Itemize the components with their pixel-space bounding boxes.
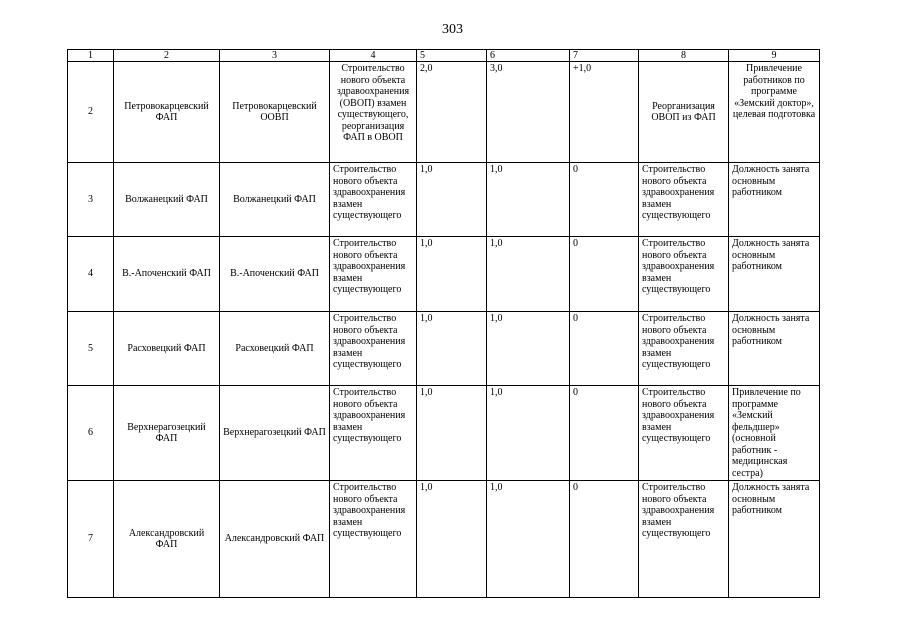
value-col5: 1,0 — [417, 312, 487, 386]
value-col6: 1,0 — [487, 237, 570, 312]
value-col7: 0 — [570, 481, 639, 598]
action-cell: Строительство нового объекта здравоохранения взамен существующего — [639, 237, 729, 312]
fap-name: Волжанецкий ФАП — [114, 163, 220, 237]
value-col6: 1,0 — [487, 481, 570, 598]
staffing-cell: Должность занята основным работником — [729, 163, 820, 237]
value-col5: 1,0 — [417, 386, 487, 481]
fap-name: В.-Апоченский ФАП — [114, 237, 220, 312]
staffing-cell: Должность занята основным работником — [729, 481, 820, 598]
value-col7: 0 — [570, 386, 639, 481]
table-row — [68, 163, 820, 237]
measure-cell: Строительство нового объекта здравоохранения взамен существующего — [330, 312, 417, 386]
action-cell: Строительство нового объекта здравоохранения взамен существующего — [639, 481, 729, 598]
value-col7: +1,0 — [570, 62, 639, 163]
value-col5: 1,0 — [417, 237, 487, 312]
value-col7: 0 — [570, 237, 639, 312]
row-number: 6 — [68, 386, 114, 481]
value-col5: 2,0 — [417, 62, 487, 163]
fap-name: Расховецкий ФАП — [114, 312, 220, 386]
header-cell: 1 — [68, 50, 114, 62]
table-row — [68, 62, 820, 163]
value-col6: 1,0 — [487, 386, 570, 481]
table-row — [68, 386, 820, 481]
row-number: 3 — [68, 163, 114, 237]
table-header-row — [68, 50, 820, 62]
row-number: 7 — [68, 481, 114, 598]
value-col7: 0 — [570, 163, 639, 237]
measure-cell: Строительство нового объекта здравоохранения взамен существующего — [330, 163, 417, 237]
fap-name: Петровокарцевский ФАП — [114, 62, 220, 163]
document-table — [67, 49, 820, 598]
staffing-cell: Привлечение работников по программе «Земский доктор», целевая подготовка — [729, 62, 820, 163]
action-cell: Строительство нового объекта здравоохранения взамен существующего — [639, 312, 729, 386]
staffing-cell: Должность занята основным работником — [729, 237, 820, 312]
header-cell: 7 — [570, 50, 639, 62]
post-name: Верхнерагозецкий ФАП — [220, 386, 330, 481]
table-row — [68, 237, 820, 312]
value-col7: 0 — [570, 312, 639, 386]
action-cell: Реорганизация ОВОП из ФАП — [639, 62, 729, 163]
header-cell: 6 — [487, 50, 570, 62]
post-name: Расховецкий ФАП — [220, 312, 330, 386]
header-cell: 8 — [639, 50, 729, 62]
measure-cell: Строительство нового объекта здравоохранения взамен существующего — [330, 237, 417, 312]
table-row — [68, 481, 820, 598]
measure-cell: Строительство нового объекта здравоохранения взамен существующего — [330, 481, 417, 598]
header-cell: 4 — [330, 50, 417, 62]
value-col5: 1,0 — [417, 481, 487, 598]
header-cell: 2 — [114, 50, 220, 62]
row-number: 4 — [68, 237, 114, 312]
post-name: Петровокарцевский ООВП — [220, 62, 330, 163]
page-number: 303 — [442, 22, 463, 37]
action-cell: Строительство нового объекта здравоохранения взамен существующего — [639, 386, 729, 481]
post-name: В.-Апоченский ФАП — [220, 237, 330, 312]
header-cell: 3 — [220, 50, 330, 62]
header-cell: 9 — [729, 50, 820, 62]
measure-cell: Строительство нового объекта здравоохранения (ОВОП) взамен существующего, реорганизация ФАП в ОВОП — [330, 62, 417, 163]
value-col5: 1,0 — [417, 163, 487, 237]
fap-name: Александровский ФАП — [114, 481, 220, 598]
action-cell: Строительство нового объекта здравоохранения взамен существующего — [639, 163, 729, 237]
row-number: 5 — [68, 312, 114, 386]
fap-name: Верхнерагозецкий ФАП — [114, 386, 220, 481]
table-row — [68, 312, 820, 386]
staffing-cell: Должность занята основным работником — [729, 312, 820, 386]
value-col6: 1,0 — [487, 163, 570, 237]
value-col6: 3,0 — [487, 62, 570, 163]
post-name: Александровский ФАП — [220, 481, 330, 598]
header-cell: 5 — [417, 50, 487, 62]
measure-cell: Строительство нового объекта здравоохранения взамен существующего — [330, 386, 417, 481]
post-name: Волжанецкий ФАП — [220, 163, 330, 237]
row-number: 2 — [68, 62, 114, 163]
staffing-cell: Привлечение по программе «Земский фельдшер» (основной работник - медицинская сестра) — [729, 386, 820, 481]
value-col6: 1,0 — [487, 312, 570, 386]
